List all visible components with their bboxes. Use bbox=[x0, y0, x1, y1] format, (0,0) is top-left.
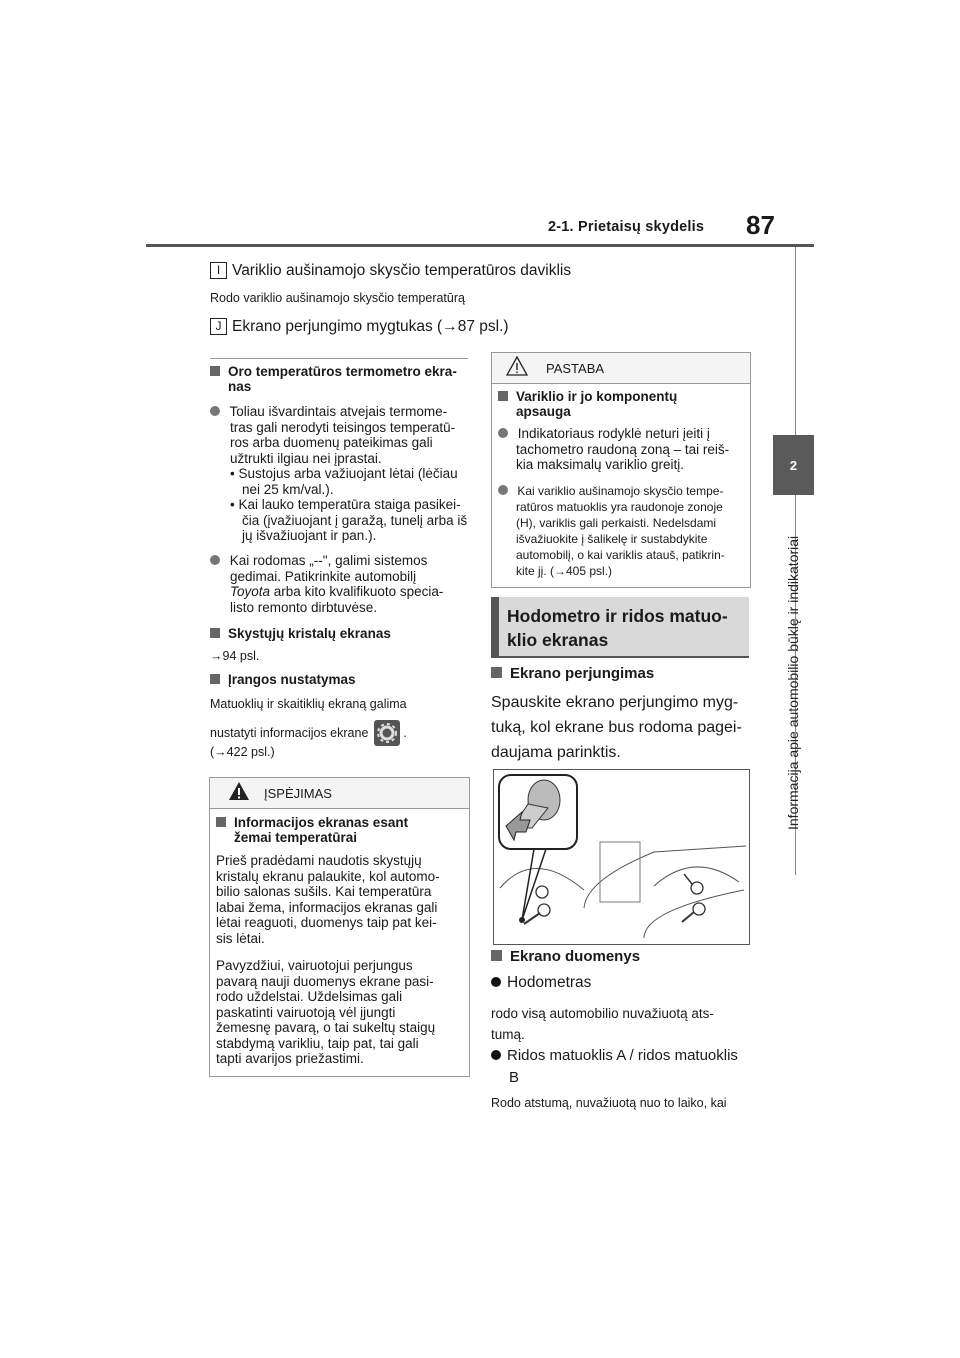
notice-header bbox=[492, 353, 750, 384]
warning-box bbox=[209, 777, 470, 1077]
subheading-display-switch: Ekrano perjungimas bbox=[491, 665, 654, 682]
square-bullet-icon bbox=[210, 628, 220, 638]
side-divider bbox=[795, 247, 796, 437]
settings-text: Matuoklių ir skaitiklių ekraną galima bbox=[210, 697, 407, 711]
display-switch-text: Spauskite ekrano perjungimo myg- tuką, kol ekrane bus rodoma pagei- daujama parinktis. bbox=[491, 694, 742, 761]
warning-paragraph: Prieš pradėdami naudotis skystųjų kristalų ekranu palaukite, kol automo- bilio salonas sušils. Kai temperatūra labai žema, informacijos ekranas gali lėtai reaguoti, duomenys taip pat kei- sis lėtai. bbox=[216, 853, 440, 946]
square-bullet-icon bbox=[491, 950, 502, 961]
cluster-drawing bbox=[494, 770, 749, 944]
notice-bullet: Indikatoriaus rodyklė neturi įeiti į tachometro raudoną zoną – tai reiš- kia maksimalų variklio greitį. bbox=[498, 426, 744, 473]
dot-bullet-icon bbox=[210, 555, 220, 565]
item-badge: I bbox=[210, 262, 227, 279]
odometer-heading: Hodometras bbox=[491, 974, 591, 992]
dot-bullet-icon bbox=[210, 406, 220, 416]
subheading-settings: Įrangos nustatymas bbox=[210, 672, 356, 687]
warning-title: ĮSPĖJIMAS bbox=[264, 785, 332, 801]
notice-title: PASTABA bbox=[546, 360, 605, 376]
notice-icon bbox=[506, 356, 528, 381]
item-i: I Variklio aušinamojo skysčio temperatūros daviklis bbox=[210, 262, 571, 280]
bullet-paragraph: Toliau išvardintais atvejais termome- tras gali nerodyti teisingos temperatū- ros arba duomenų pateikimas gali užtrukti ilgiau nei įprastai. • Sustojus arba važiuojant lėtai (lėčiau nei 25 km/val.). • Kai lauko temperatūra staiga pasikei- čia (įvažiuojant į garažą, tunelį arba iš jų išvažiuojant ir pan.). bbox=[210, 404, 470, 544]
item-badge: J bbox=[210, 318, 227, 335]
chapter-tab: 2 bbox=[773, 435, 814, 495]
bullet-paragraph: Kai rodomas „--", galimi sistemos gedimai. Patikrinkite automobilį Toyota arba kito kvalifikuoto specia- listo remonto dirbtuvėse. bbox=[210, 553, 470, 615]
settings-reference: (→422 psl.) bbox=[210, 745, 275, 759]
lcd-reference: →94 psl. bbox=[210, 649, 260, 663]
subheading-air-temp: Oro temperatūros termometro ekra- nas bbox=[210, 364, 470, 394]
notice-subheading: Variklio ir jo komponentų apsauga bbox=[498, 389, 744, 419]
trip-meter-heading: Ridos matuoklis A / ridos matuoklis B bbox=[491, 1045, 738, 1089]
chapter-title: Informacija apie automobilio būklę ir indikatoriai bbox=[785, 535, 801, 830]
column-divider bbox=[210, 358, 468, 359]
square-bullet-icon bbox=[216, 817, 226, 827]
square-bullet-icon bbox=[210, 674, 220, 684]
warning-icon bbox=[228, 781, 250, 806]
dot-bullet-icon bbox=[498, 485, 508, 495]
header-divider bbox=[146, 244, 814, 247]
subheading-display-data: Ekrano duomenys bbox=[491, 948, 640, 965]
dot-bullet-icon bbox=[491, 1050, 501, 1060]
warning-paragraph: Pavyzdžiui, vairuotojui perjungus pavarą nauji duomenys ekrane pasi- rodo uždelstai. Uždelsimas gali paskatinti vairuotoją vėl įjungti žemesnę pavarą, o tai sukeltų staigų stabdymą varikliu, taip pat, tai gali tapti avarijos priežastimi. bbox=[216, 958, 436, 1066]
gear-icon bbox=[374, 720, 400, 746]
settings-text: nustatyti informacijos ekrane . bbox=[210, 720, 407, 746]
notice-bullet: Kai variklio aušinamojo skysčio tempe- ratūros matuoklis yra raudonoje zonoje (H), variklis gali perkaisti. Nedelsdami išvažiuokite į šalikelę ir sustabdykite automobilį, o kai variklis atauš, patikrin- kite jį. (→405 psl.) bbox=[498, 483, 744, 579]
square-bullet-icon bbox=[491, 667, 502, 678]
odometer-text: rodo visą automobilio nuvažiuotą ats- tumą. bbox=[491, 1006, 714, 1042]
trip-meter-text: Rodo atstumą, nuvažiuotą nuo to laiko, kai bbox=[491, 1096, 727, 1110]
instrument-cluster-illustration bbox=[493, 769, 750, 945]
item-i-description: Rodo variklio aušinamojo skysčio temperatūrą bbox=[210, 291, 465, 305]
gear-icon-svg bbox=[374, 720, 400, 746]
page-number: 87 bbox=[746, 210, 775, 240]
section-underline bbox=[491, 656, 749, 658]
item-j: J Ekrano perjungimo mygtukas (→87 psl.) bbox=[210, 318, 509, 336]
warning-subheading: Informacijos ekranas esant žemai temperatūrai bbox=[216, 815, 463, 845]
dot-bullet-icon bbox=[491, 977, 501, 987]
subheading-lcd: Skystųjų kristalų ekranas bbox=[210, 626, 391, 641]
section-title: 2-1. Prietaisų skydelis bbox=[548, 219, 705, 235]
square-bullet-icon bbox=[498, 391, 508, 401]
notice-box bbox=[491, 352, 751, 588]
warning-header bbox=[210, 778, 469, 809]
dot-bullet-icon bbox=[498, 428, 508, 438]
square-bullet-icon bbox=[210, 366, 220, 376]
section-heading: Hodometro ir ridos matuo- klio ekranas bbox=[491, 597, 749, 657]
